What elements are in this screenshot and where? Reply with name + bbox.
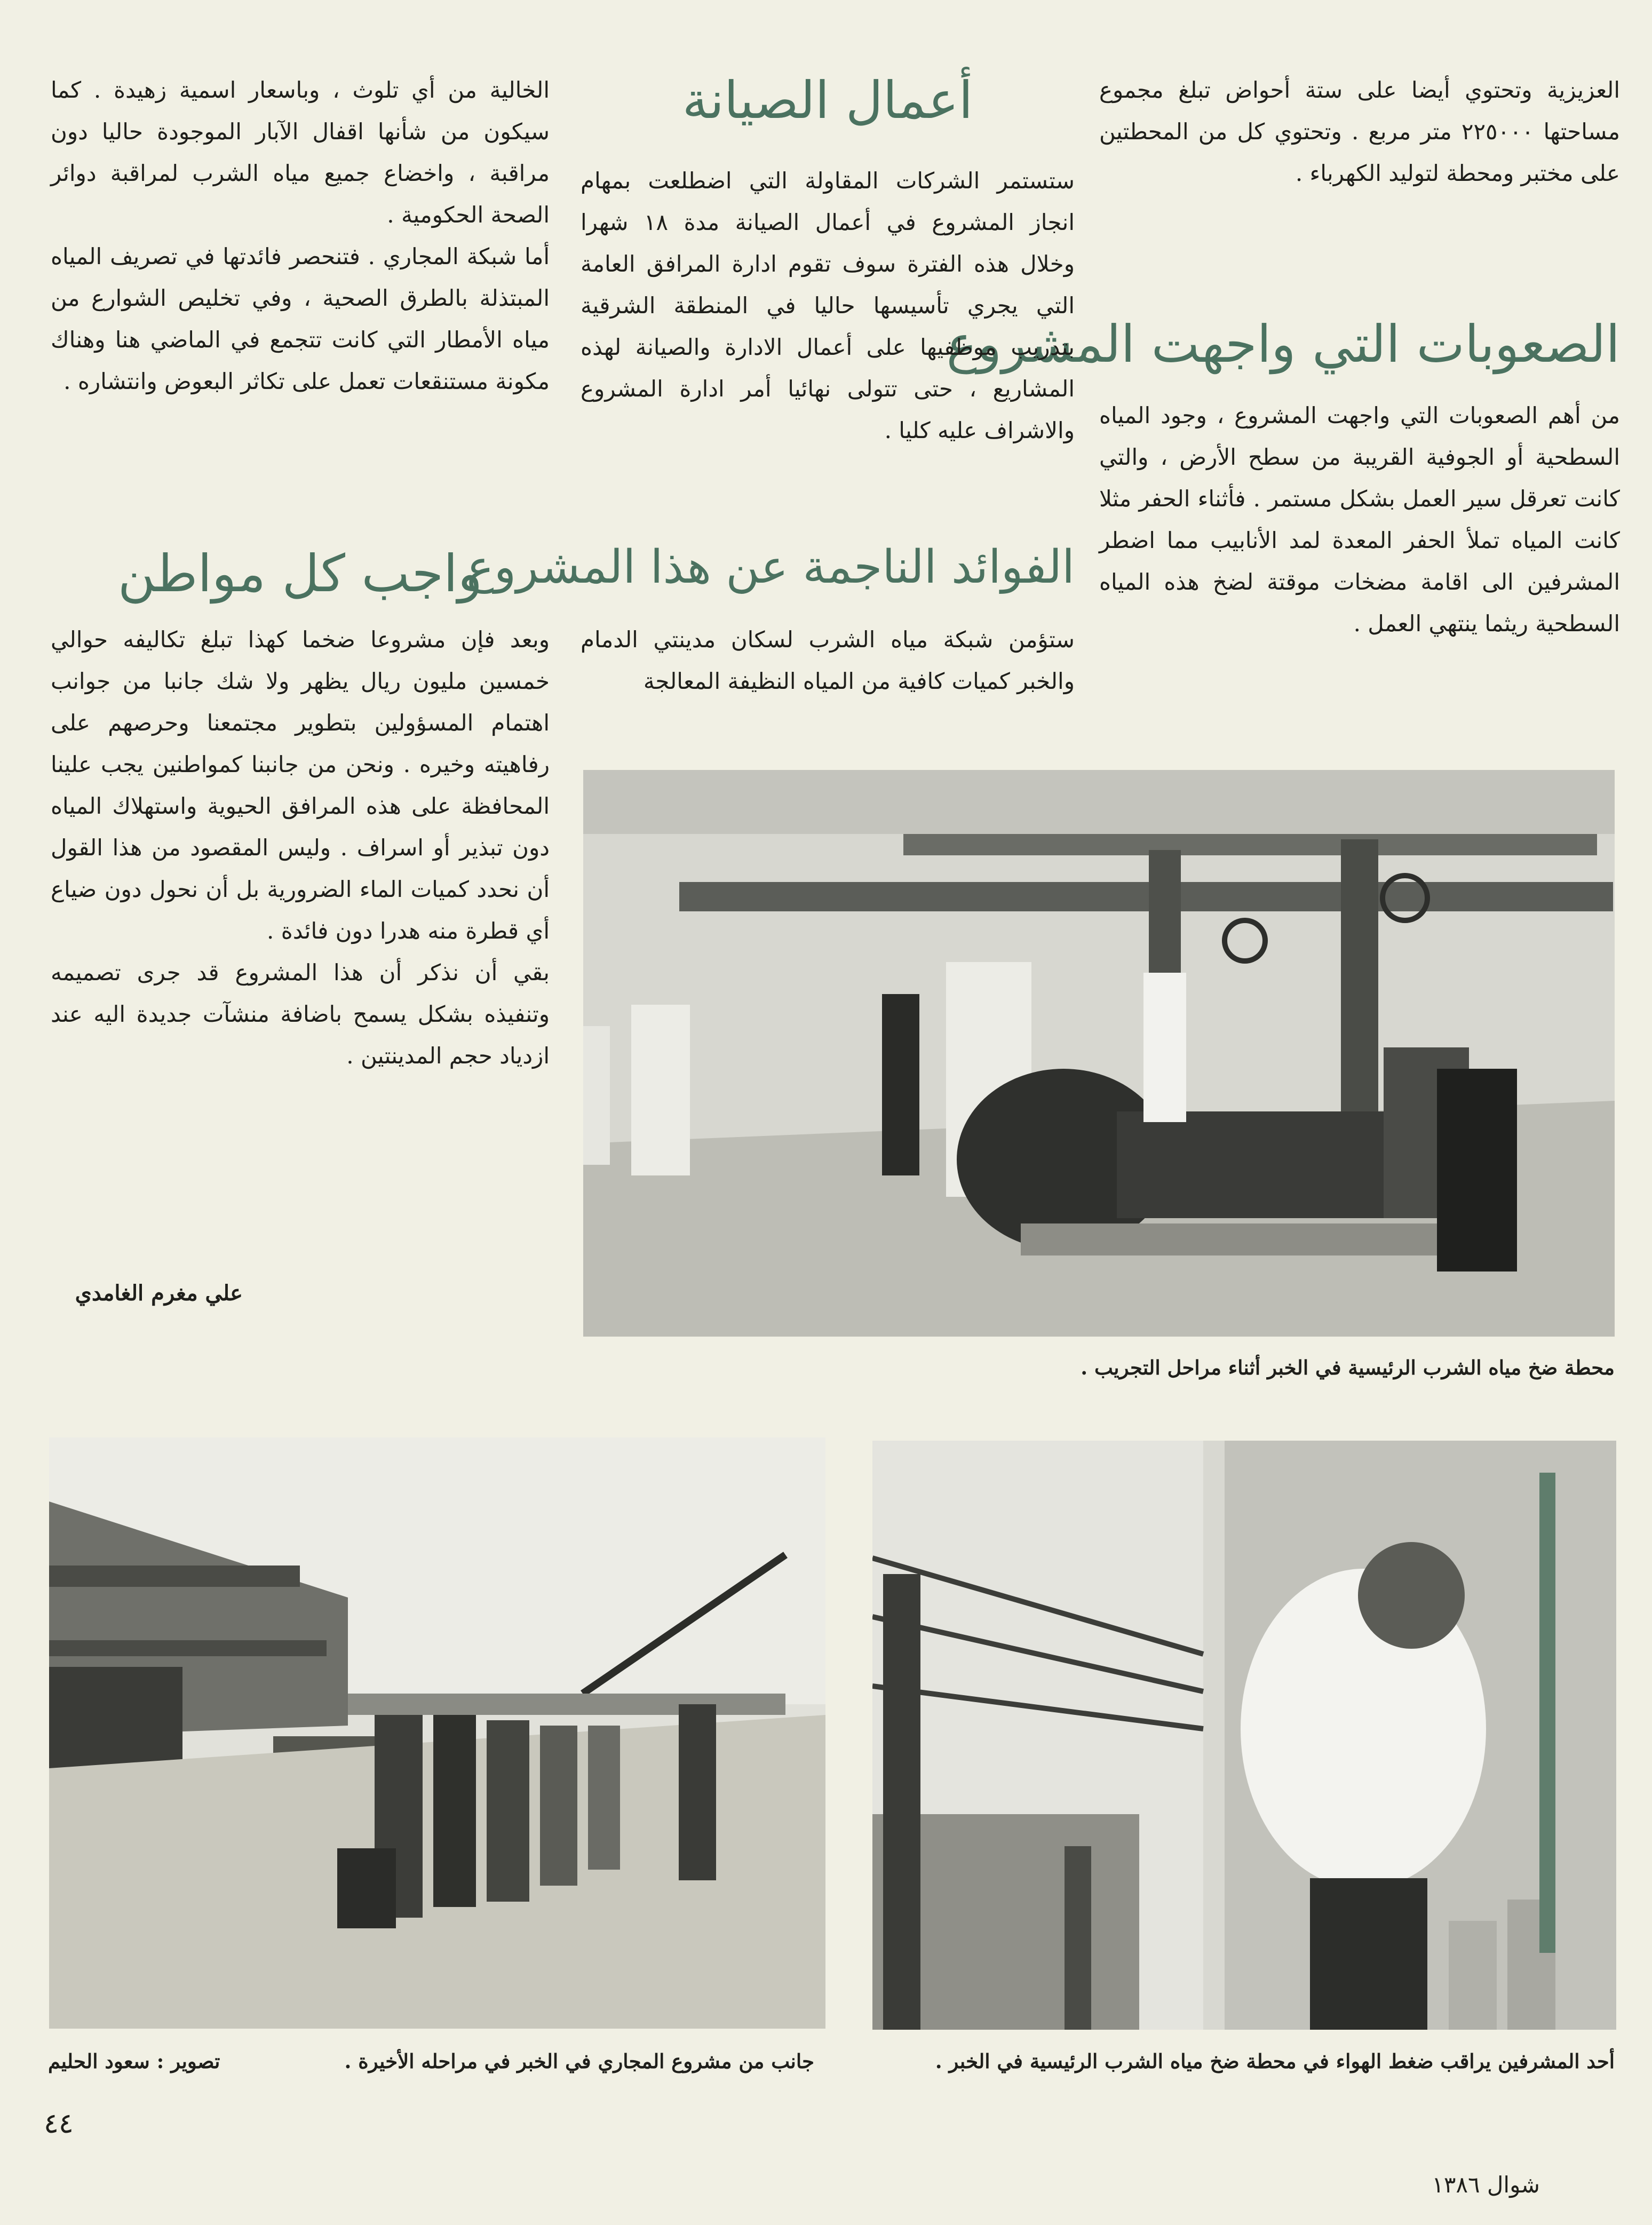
duty-paragraph-1: وبعد فإن مشروعا ضخما كهذا تبلغ تكاليفه حوالي خمسين مليون ريال يظهر ولا شك جانبا من جوانب اهتمام المسؤولين بتطوير مجتمعنا وحرصهم على رفاهيته وخيره . ونحن من جانبنا كمواطنين يجب علينا المحافظة على هذه المرافق الحيوية واستهلاك المياه دون تبذير أو اسراف . وليس المقصود من هذا القول أن نحدد كميات الماء الضرورية بل أن نحول دون ضياع أي قطرة منه هدرا دون فائدة . <box>51 626 550 944</box>
heading-maintenance: أعمال الصيانة <box>682 70 973 130</box>
middle-column-lower <box>581 619 1075 702</box>
right-column <box>1099 69 1620 194</box>
middle-column <box>581 160 1075 451</box>
maintenance-paragraph: ستستمر الشركات المقاولة التي اضطلعت بمهام انجاز المشروع في أعمال الصيانة مدة ١٨ شهرا وخلال هذه الفترة سوف تقوم ادارة المرافق العامة التي يجري تأسيسها حاليا في المنطقة الشرقية بتدريب موظفيها على أعمال الادارة والصيانة لهذه المشاريع ، حتى تتولى نهائيا أمر ادارة المشروع والاشراف عليه كليا . <box>581 168 1075 443</box>
sewer-project-photo <box>49 1437 825 2029</box>
supervisor-photo <box>872 1441 1616 2030</box>
author-byline: علي مغرم الغامدي <box>75 1281 243 1306</box>
duty-paragraph-2: بقي أن نذكر أن هذا المشروع قد جرى تصميمه وتنفيذه بشكل يسمح باضافة منشآت جديدة اليه عند ازدياد حجم المدينتين . <box>51 959 550 1069</box>
pump-station-photo <box>583 770 1615 1337</box>
benefits-paragraph: ستؤمن شبكة مياه الشرب لسكان مدينتي الدمام والخبر كميات كافية من المياه النظيفة المعالجة <box>581 626 1075 694</box>
issue-date: شوال ١٣٨٦ <box>1432 2172 1540 2198</box>
supervisor-caption: أحد المشرفين يراقب ضغط الهواء في محطة ضخ مياه الشرب الرئيسية في الخبر . <box>935 2049 1615 2073</box>
heading-benefits: الفوائد الناجمة عن هذا المشروع <box>466 541 1075 594</box>
page-number: ٤٤ <box>44 2108 74 2140</box>
sewer-project-caption: جانب من مشروع المجاري في الخبر في مراحله الأخيرة . <box>344 2049 814 2073</box>
continued-paragraph: الخالية من أي تلوث ، وباسعار اسمية زهيدة . كما سيكون من شأنها اقفال الآبار الموجودة حاليا دون مراقبة ، واخضاع جميع مياه الشرب لمراقبة دوائر الصحة الحكومية . <box>51 77 550 228</box>
intro-paragraph: العزيزية وتحتوي أيضا على ستة أحواض تبلغ مجموع مساحتها ٢٢٥٠٠٠ متر مربع . وتحتوي كل من المحطتين على مختبر ومحطة لتوليد الكهرباء . <box>1099 77 1621 186</box>
photo-credit: تصوير : سعود الحليم <box>48 2049 220 2073</box>
right-column-lower <box>1099 395 1620 645</box>
heading-duty: واجب كل مواطن <box>117 544 483 603</box>
pump-station-caption: محطة ضخ مياه الشرب الرئيسية في الخبر أثناء مراحل التجريب . <box>1081 1356 1615 1379</box>
heading-difficulties: الصعوبات التي واجهت المشروع <box>946 314 1620 374</box>
sewers-paragraph: أما شبكة المجاري . فتنحصر فائدتها في تصريف المياه المبتذلة بالطرق الصحية ، وفي تخليص الشوارع من مياه الأمطار التي كانت تتجمع في الماضي هنا وهناك مكونة مستنقعات تعمل على تكاثر البعوض وانتشاره . <box>51 243 550 394</box>
difficulties-paragraph: من أهم الصعوبات التي واجهت المشروع ، وجود المياه السطحية أو الجوفية القريبة من سطح الأرض ، والتي كانت تعرقل سير العمل بشكل مستمر . فأثناء الحفر مثلا كانت المياه تملأ الحفر المعدة لمد الأنابيب مما اضطر المشرفين الى اقامة مضخات موقتة لضخ هذه المياه السطحية ريثما ينتهي العمل . <box>1099 402 1620 637</box>
left-column <box>51 69 550 402</box>
left-column-lower <box>51 619 550 1077</box>
